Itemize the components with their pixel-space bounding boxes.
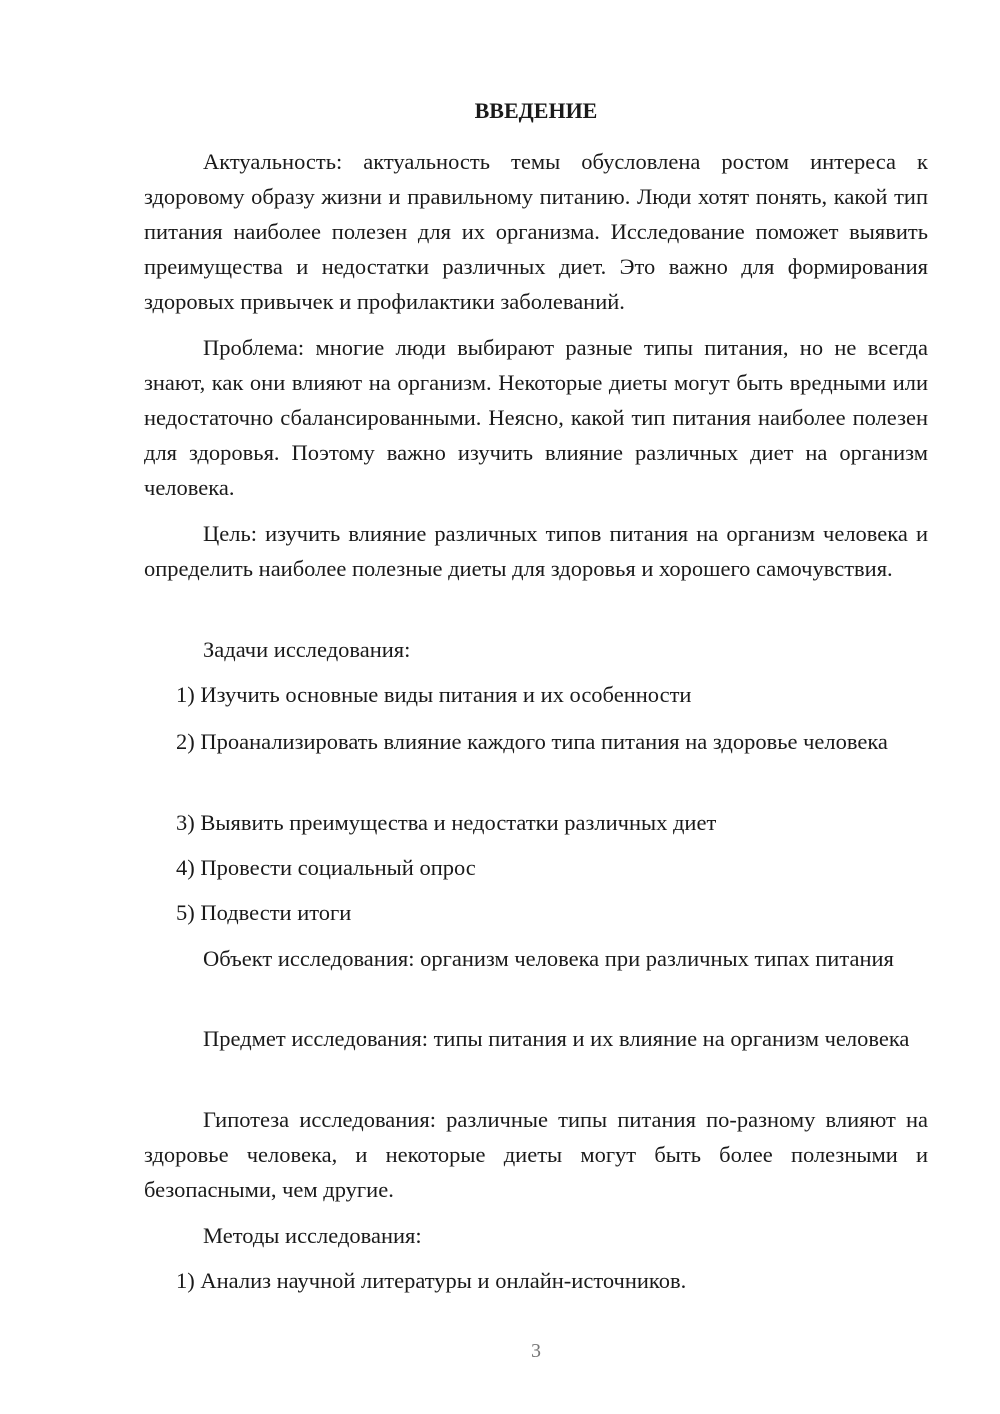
paragraph-object: Объект исследования: организм человека при различных типах питания [203,946,894,971]
paragraph-tasks-heading: Задачи исследования: [203,637,411,662]
list-item-task-4: 4) Провести социальный опрос [176,855,476,880]
paragraph-methods-heading: Методы исследования: [203,1223,422,1248]
paragraph-goal: Цель: изучить влияние различных типов питания на организм человека и определить наиболее полезные диеты для здоровья и хорошего самочувствия. [144,521,928,581]
list-item-task-3: 3) Выявить преимущества и недостатки различных диет [176,810,717,835]
list-item-task-5: 5) Подвести итоги [176,900,352,925]
list-item-task-1: 1) Изучить основные виды питания и их особенности [176,682,692,707]
paragraph-problem: Проблема: многие люди выбирают разные типы питания, но не всегда знают, как они влияют на организм. Некоторые диеты могут быть вредными или недостаточно сбалансированными. Неясно, какой тип питания наиболее полезен для здоровья. Поэтому важно изучить влияние различных диет на организм человека. [144,335,928,500]
section-title: ВВЕДЕНИЕ [474,98,598,123]
paragraph-hypothesis: Гипотеза исследования: различные типы питания по-разному влияют на здоровье человека, и некоторые диеты могут быть более полезными и безопасными, чем другие. [144,1107,928,1202]
list-item-task-2: 2) Проанализировать влияние каждого типа питания на здоровье человека [176,729,888,754]
paragraph-subject: Предмет исследования: типы питания и их влияние на организм человека [203,1026,910,1051]
page-number: 3 [531,1340,541,1362]
list-item-method-1: 1) Анализ научной литературы и онлайн-источников. [176,1268,687,1293]
paragraph-relevance: Актуальность: актуальность темы обусловлена ростом интереса к здоровому образу жизни и правильному питанию. Люди хотят понять, какой тип питания наиболее полезен для их организма. Исследование поможет выявить преимущества и недостатки различных диет. Это важно для формирования здоровых привычек и профилактики заболеваний. [144,149,928,314]
